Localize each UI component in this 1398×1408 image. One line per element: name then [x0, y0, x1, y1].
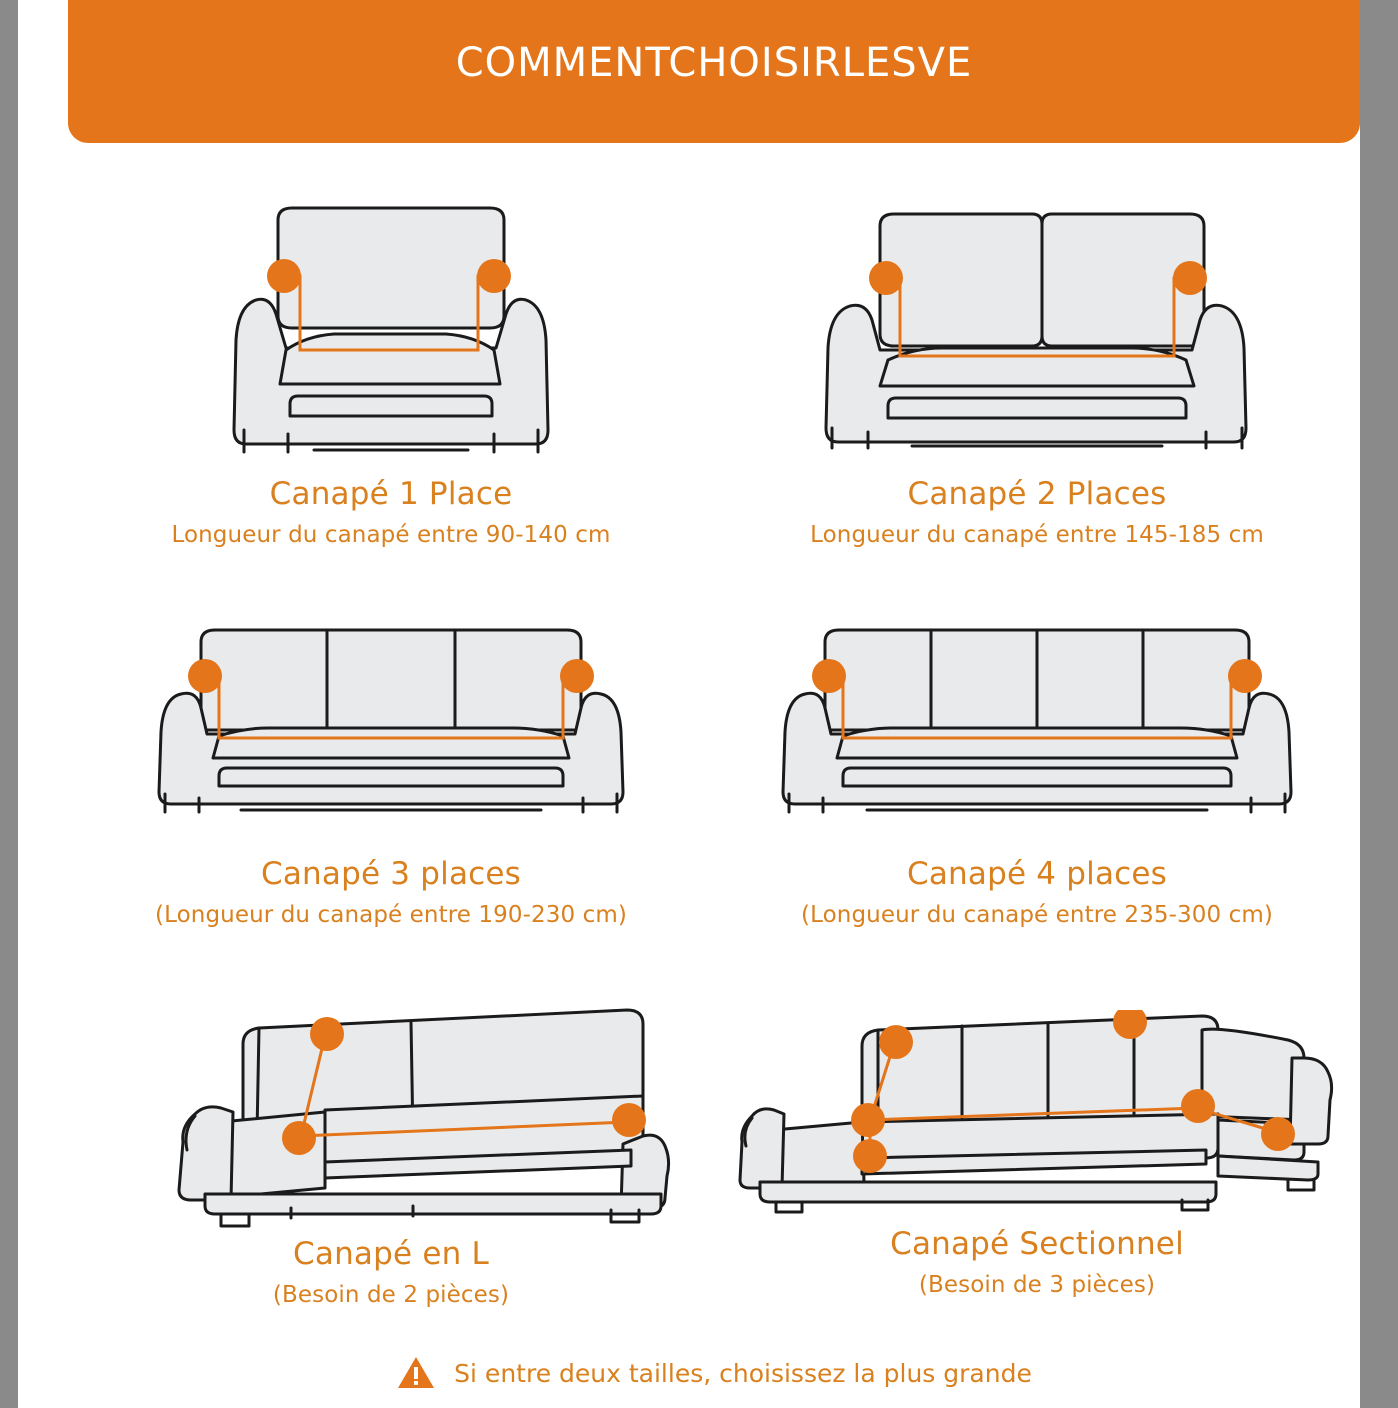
grid-cell-sectional	[714, 990, 1360, 1330]
caption-title: Canapé 2 Places	[907, 476, 1167, 512]
caption-subtitle: (Longueur du canapé entre 235-300 cm)	[801, 902, 1273, 928]
sofa-l-shape-illustration	[68, 990, 714, 1230]
sofa-sectional-illustration	[714, 990, 1360, 1220]
sofa-sectional-icon	[732, 1010, 1342, 1220]
grid-cell-1-seat	[68, 170, 714, 570]
caption-title: Canapé en L	[293, 1236, 489, 1272]
sofa-1-seat-illustration	[68, 170, 714, 470]
grid-cell-2-seat	[714, 170, 1360, 570]
footer-text: Si entre deux tailles, choisissez la plus grande	[454, 1358, 1032, 1388]
sofa-2-seat-illustration	[714, 170, 1360, 470]
page-title: COMMENTCHOISIRLESVE	[455, 39, 973, 86]
caption-subtitle: (Longueur du canapé entre 190-230 cm)	[155, 902, 627, 928]
sofa-4-seat-illustration	[714, 580, 1360, 850]
sofa-4-seat-icon	[767, 620, 1307, 850]
infographic-page	[18, 0, 1360, 1408]
sofa-1-seat-icon	[226, 200, 556, 470]
caption-subtitle: Longueur du canapé entre 90-140 cm	[171, 522, 611, 548]
caption-2-seat	[714, 476, 1360, 548]
sofa-l-shape-icon	[111, 1000, 671, 1230]
left-frame-bar	[0, 0, 18, 1408]
grid-cell-4-seat	[714, 580, 1360, 980]
sofa-3-seat-icon	[141, 620, 641, 850]
page-header	[68, 0, 1360, 143]
caption-title: Canapé 1 Place	[269, 476, 513, 512]
sofa-3-seat-illustration	[68, 580, 714, 850]
caption-subtitle: (Besoin de 2 pièces)	[272, 1282, 510, 1308]
caption-subtitle: Longueur du canapé entre 145-185 cm	[810, 522, 1264, 548]
caption-3-seat	[68, 856, 714, 928]
caption-1-seat	[68, 476, 714, 548]
caption-l-shape	[68, 1236, 714, 1308]
warning-triangle-icon	[396, 1355, 436, 1391]
caption-subtitle: (Besoin de 3 pièces)	[918, 1272, 1156, 1298]
caption-title: Canapé Sectionnel	[890, 1226, 1184, 1262]
sofa-size-grid	[68, 150, 1360, 1330]
grid-cell-l-shape	[68, 990, 714, 1330]
caption-title: Canapé 4 places	[906, 856, 1168, 892]
caption-sectional	[714, 1226, 1360, 1298]
caption-4-seat	[714, 856, 1360, 928]
right-frame-bar	[1360, 0, 1398, 1408]
footer-note	[68, 1355, 1360, 1391]
grid-cell-3-seat	[68, 580, 714, 980]
sofa-2-seat-icon	[802, 200, 1272, 470]
caption-title: Canapé 3 places	[260, 856, 522, 892]
